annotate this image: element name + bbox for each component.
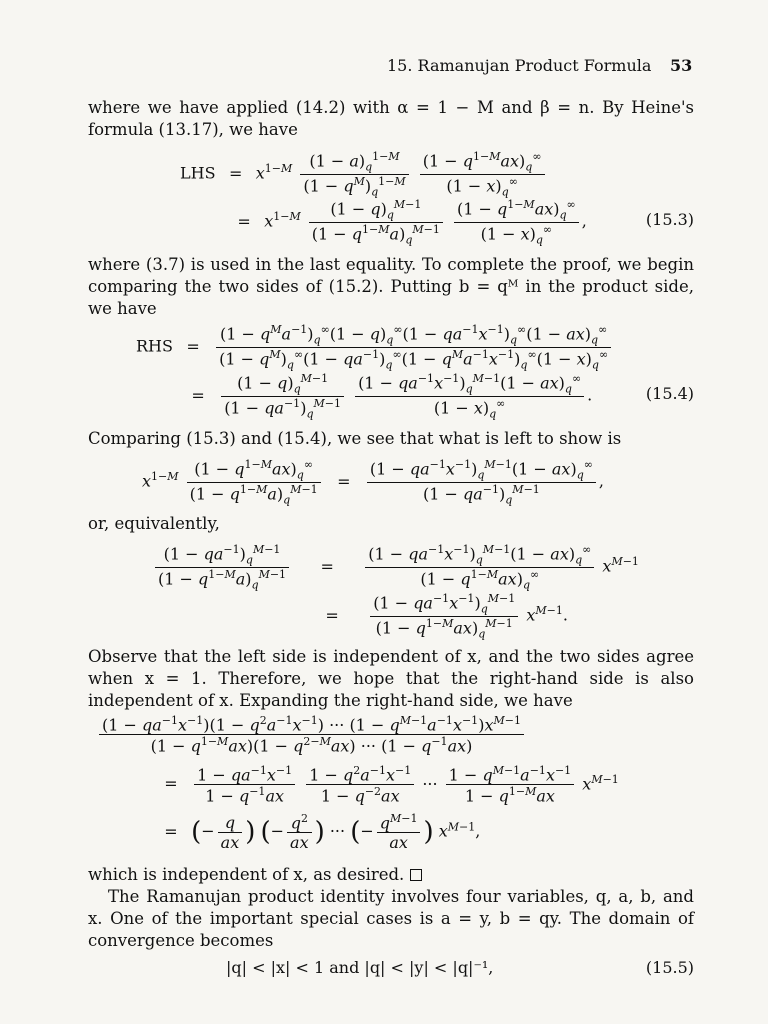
lhs-line-2: = $x^{1-M}$ $\frac{(1 - q)_q^{M-1}}{(1 - q^{1-M}a)_q^{M-1}}$ $\frac{(1 - q^{1-M}ax)_q^\infty}{(1 - x)_q^\infty}$ , (237, 198, 587, 247)
equivalent-line-2: = $\frac{(1 - qa^{-1}x^{-1})_q^{M-1}}{(1 - q^{1-M}ax)_q^{M-1}}$ $x^{M-1}$. (325, 592, 568, 641)
qed-box-icon (410, 869, 422, 881)
paragraph-5: Observe that the left side is independent of x, and the two sides agree when x = 1. Therefore, we hope that the right-hand side is also independent of x. Expanding the right-hand side, we have (88, 647, 694, 710)
equivalent-line-1: $\frac{(1 - qa^{-1})_q^{M-1}}{(1 - q^{1-M}a)_q^{M-1}}$ = $\frac{(1 - qa^{-1}x^{-1})_q^{M-1}(1 - ax)_q^\infty}{(1 - q^{1-M}ax)_q^\infty}$ $x^{M-1}$ (152, 543, 639, 591)
running-title: 15. Ramanujan Product Formula (387, 56, 652, 75)
paragraph-3: Comparing (15.3) and (15.4), we see that what is left to show is (88, 429, 622, 448)
paragraph-6: which is independent of x, as desired. (88, 865, 405, 884)
lhs-label: LHS (180, 163, 216, 183)
paragraph-1: where we have applied (14.2) with α = 1 − M and β = n. By Heine's formula (13.17), we have (88, 98, 694, 139)
equation-number-15-4: (15.4) (645, 384, 694, 403)
page-number: 53 (670, 56, 693, 75)
paragraph-6-container (88, 864, 694, 886)
expansion-line-2: = $\frac{1 - qa^{-1}x^{-1}}{1 - q^{-1}ax}$ $\frac{1 - q^2a^{-1}x^{-1}}{1 - q^{-2}ax}$ ··· $\frac{1 - q^{M-1}a^{-1}x^{-1}}{1 - q^{1-M}ax}$ $x^{M-1}$ (164, 764, 619, 806)
to-show-equation: $x^{1-M}$ $\frac{(1 - q^{1-M}ax)_q^\infty}{(1 - q^{1-M}a)_q^{M-1}}$ = $\frac{(1 - qa^{-1}x^{-1})_q^{M-1}(1 - ax)_q^\infty}{(1 - qa^{-1})_q^{M-1}}$ , (142, 458, 605, 507)
expansion-line-3: = (− $\frac{q}{ax}$ ) (− $\frac{q^2}{ax}$ ) ··· (− $\frac{q^{M-1}}{ax}$ ) $x^{M-1}$, (164, 812, 481, 853)
paragraph-7: The Ramanujan product identity involves four variables, q, a, b, and x. One of the important special cases is a = y, b = qy. The domain of convergence becomes (88, 887, 694, 950)
paragraph-2: where (3.7) is used in the last equality. To complete the proof, we begin comparing the two sides of (15.2). Putting b = qᴹ in the product side, we have (88, 255, 694, 318)
rhs-line-2: = $\frac{(1 - q)_q^{M-1}}{(1 - qa^{-1})_q^{M-1}}$ $\frac{(1 - qa^{-1}x^{-1})_q^{M-1}(1 - ax)_q^\infty}{(1 - x)_q^\infty}$ . (191, 372, 593, 421)
expansion-line-1: $\frac{(1 - qa^{-1}x^{-1})(1 - q^2a^{-1}x^{-1}) \cdot\cdot\cdot (1 - q^{M-1}a^{-1}x^{-1})x^{M-1}}{(1 - q^{1-M}ax)(1 - q^{2-M}ax) \cdot\cdot\cdot (1 - q^{-1}ax)}$ (96, 714, 527, 756)
paragraph-4: or, equivalently, (88, 514, 220, 533)
rhs-line-1: RHS = $\frac{(1 - q^Ma^{-1})_q^\infty(1 - q)_q^\infty(1 - qa^{-1}x^{-1})_q^\infty(1 - ax)_q^\infty}{(1 - q^M)_q^\infty(1 - qa^{-1})_q^\infty(1 - q^Ma^{-1}x^{-1})_q^\infty(1 - x)_q^\infty}$ (136, 323, 614, 371)
equation-number-15-3: (15.3) (645, 210, 694, 229)
lhs-line-1: LHS = $x^{1-M}$ $\frac{(1 - a)_q^{1-M}}{(1 - q^M)_q^{1-M}}$ $\frac{(1 - q^{1-M}ax)_q^\infty}{(1 - x)_q^\infty}$ (180, 150, 548, 198)
equation-15-5: |q| < |x| < 1 and |q| < |y| < |q|⁻¹, (226, 958, 494, 977)
equation-number-15-5: (15.5) (645, 958, 694, 977)
rhs-label: RHS (136, 336, 173, 356)
